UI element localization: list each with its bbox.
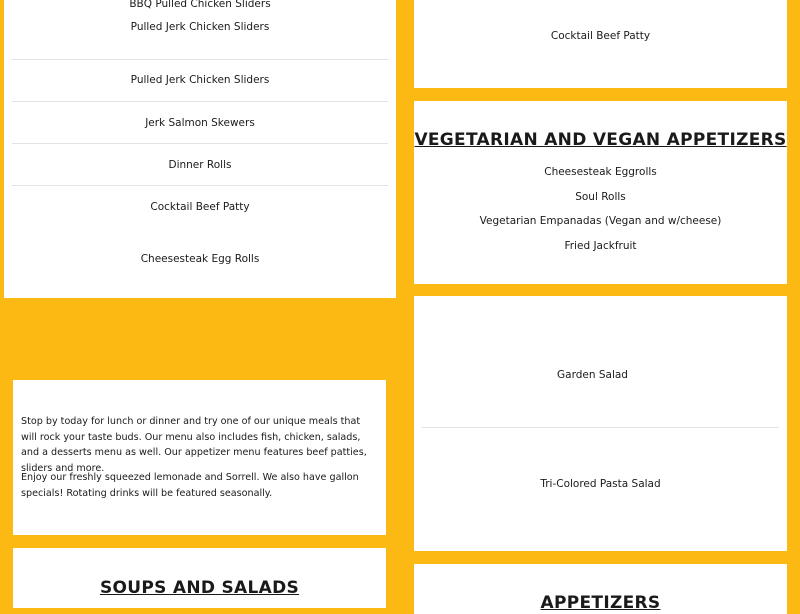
menu-list-panel — [4, 0, 396, 298]
menu-item: BBQ Pulled Chicken Sliders — [129, 0, 271, 10]
menu-item: Soul Rolls — [575, 191, 626, 203]
menu-item: Pulled Jerk Chicken Sliders — [130, 74, 270, 86]
menu-item: Cocktail Beef Patty — [550, 30, 651, 42]
menu-item: Cheesesteak Eggrolls — [544, 166, 657, 178]
menu-item: Pulled Jerk Chicken Sliders — [130, 21, 270, 33]
soups-salads-card — [13, 548, 386, 608]
menu-item: Fried Jackfruit — [564, 240, 637, 252]
section-title: SOUPS AND SALADS — [99, 578, 300, 598]
beef-patty-card — [414, 0, 787, 88]
section-title: VEGETARIAN AND VEGAN APPETIZERS — [414, 130, 787, 150]
appetizers-card — [414, 564, 787, 614]
divider — [12, 59, 388, 60]
divider — [12, 143, 388, 144]
menu-item: Garden Salad — [557, 369, 628, 381]
salads-card — [414, 296, 787, 551]
divider — [12, 185, 388, 186]
intro-text-card — [13, 380, 386, 535]
drinks-paragraph: Enjoy our freshly squeezed lemonade and Sorrell. We also have gallon specials! Rotating drinks will be featured seasonally. — [21, 472, 359, 499]
menu-item: Cocktail Beef Patty — [150, 201, 250, 213]
menu-item: Dinner Rolls — [168, 159, 232, 171]
section-title: APPETIZERS — [540, 593, 661, 613]
menu-item: Cheesesteak Egg Rolls — [140, 253, 260, 265]
menu-item: Tri-Colored Pasta Salad — [540, 478, 661, 490]
intro-paragraph: Stop by today for lunch or dinner and try one of our unique meals that will rock your taste buds. Our menu also includes fish, chicken, salads, and a desserts menu as well. Our appetizer menu features beef patties, sliders and more. — [21, 416, 367, 474]
menu-item: Jerk Salmon Skewers — [145, 117, 255, 129]
divider — [12, 101, 388, 102]
vegetarian-appetizers-card — [414, 101, 787, 284]
divider — [422, 427, 779, 428]
menu-item: Vegetarian Empanadas (Vegan and w/cheese) — [479, 215, 722, 227]
